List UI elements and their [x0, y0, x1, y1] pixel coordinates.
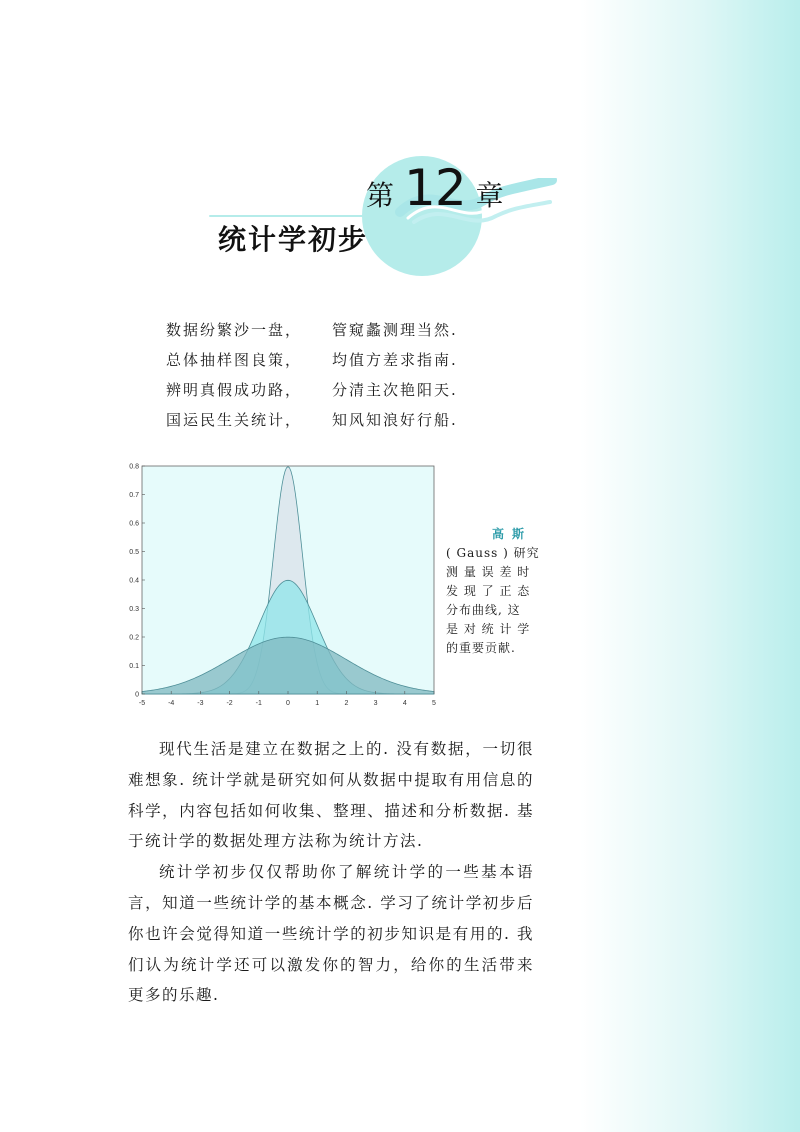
caption-line: ( Gauss ) 研究: [446, 546, 540, 560]
poem-line: [166, 315, 458, 345]
x-tick-label: -1: [255, 700, 262, 707]
x-tick-label: 2: [344, 700, 349, 707]
poem-line: [166, 375, 458, 405]
caption-line: 分布曲线, 这: [446, 603, 521, 617]
y-tick-label: 0.5: [129, 549, 139, 556]
poem-line-right: 知风知浪好行船.: [332, 411, 458, 429]
y-tick-label: 0.8: [129, 463, 139, 471]
x-tick-label: -5: [138, 700, 146, 707]
y-tick-label: 0: [135, 691, 139, 699]
poem: [166, 315, 458, 435]
chapter-prefix: 第: [366, 179, 395, 212]
page-edge-gradient: [580, 0, 800, 1132]
body-text: [128, 734, 534, 1011]
poem-line-right: 管窥蠡测理当然.: [332, 321, 458, 339]
poem-line-right: 分清主次艳阳天.: [332, 381, 458, 399]
caption-line: 的重要贡献.: [446, 641, 516, 655]
x-tick-label: 4: [402, 700, 407, 707]
caption-name: 高斯: [491, 527, 532, 541]
x-tick-label: 1: [315, 700, 320, 707]
y-tick-label: 0.7: [129, 492, 139, 499]
chapter-number: 12: [404, 159, 466, 217]
poem-line-right: 均值方差求指南.: [332, 351, 458, 369]
caption-line: 测 量 误 差 时: [446, 565, 531, 579]
x-tick-label: 3: [373, 700, 378, 707]
x-tick-label: 0: [286, 700, 290, 707]
normal-distribution-plot: [118, 458, 440, 708]
poem-line: [166, 405, 458, 435]
caption-line: 发 现 了 正 态: [446, 584, 531, 598]
y-tick-label: 0.6: [129, 520, 139, 528]
x-tick-label: -2: [226, 700, 233, 707]
chapter-suffix: 章: [475, 179, 504, 212]
chapter-title: 统计学初步: [218, 223, 369, 256]
x-tick-label: 5: [432, 700, 436, 707]
poem-line-left: 辨明真假成功路，: [166, 381, 303, 399]
y-tick-label: 0.3: [129, 606, 139, 613]
poem-line: [166, 345, 458, 375]
x-tick-label: -3: [197, 700, 204, 707]
poem-line-left: 总体抽样图良策，: [166, 351, 303, 369]
y-tick-label: 0.4: [129, 577, 139, 585]
poem-line-left: 数据纷繁沙一盘，: [166, 321, 303, 339]
y-tick-label: 0.2: [129, 634, 139, 642]
chapter-heading: [366, 156, 504, 216]
y-tick-label: 0.1: [129, 663, 139, 670]
paragraph: 统计学初步仅仅帮助你了解统计学的一些基本语言，知道一些统计学的基本概念. 学习了统计学初步后你也许会觉得知道一些统计学的初步知识是有用的. 我们认为统计学还可以激发你的智力，给你的生活带来更多的乐趣.: [128, 863, 534, 1005]
x-tick-label: -4: [168, 700, 175, 707]
paragraph: 现代生活是建立在数据之上的. 没有数据，一切很难想象. 统计学就是研究如何从数据中提取有用信息的科学，内容包括如何收集、整理、描述和分析数据. 基于统计学的数据处理方法称为统计方法.: [128, 740, 534, 851]
gauss-caption: [446, 525, 540, 658]
caption-line: 是 对 统 计 学: [446, 622, 531, 636]
poem-line-left: 国运民生关统计，: [166, 411, 303, 429]
